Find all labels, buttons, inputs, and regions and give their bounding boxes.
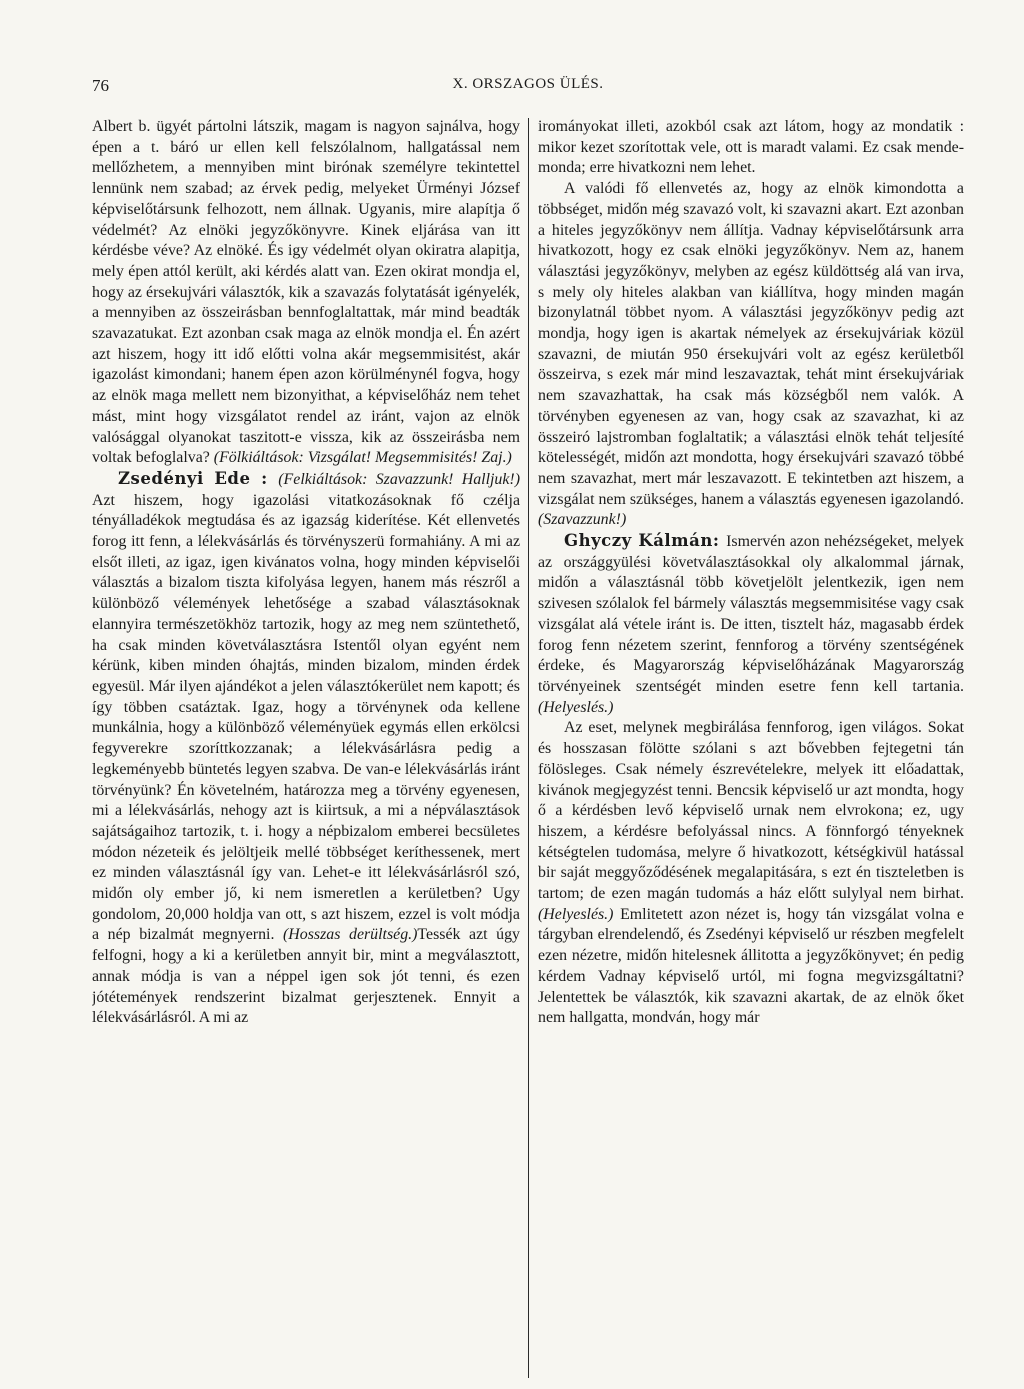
right-paragraph-4	[538, 718, 964, 1029]
left-text-2: Azt hiszem, hogy igazolási vitatkozásoknak fő czélja tényálladékok megtudása és az igazság kiderítése. Két ellenvetés forog itt fenn, a lélekvásárlás és törvényszerü formahiány. A mi az elsőt illeti, az igaz, igen kivánatos volna, hogy minden képviselői választás a bizalom tiszta kifolyása legyen, hanem más részről a különböző vélemények lehetősége a szabad választásoknak elannyira természetökhöz tartozik, hogy az meg nem szüntethető, ha csak minden követválasztásra Istentől olyan egyént nem kérünk, kiben minden óhajtás, minden bizalom, minden érdek egyesül. Már ilyen ajándékot a jelen választókerület nem kapott; és így többen csatáztak. Igaz, hogy a törvénynek oda kellene munkálnia, hogy a különböző véleményüek egymás ellen erkölcsi fegyverekre szoríttkozzanak; a lélekvásárlásra pedig a legkeményebb büntetés legyen szabva. De van-e lélekvásárlás iránt törvényünk? Én követelném, határozza meg a törvény egyenesen, mi a lélekvásárlás, nehogy azt is kiirtsuk, a mi a népválasztások sajátságaihoz tartozik, t. i. hogy a népbizalom emberei becsületes módon nézeteik és jelöltjeik mellé többséget keríthessenek, mert ez minden választásnál így van. Lehet-e itt lélekvásárlásról szó, midőn oly ember jő, ki nem ismeretlen a kerületben? Ugy gondolom, 20,000 holdja van ott, s azt hiszem, ezzel is volt módja a nép bizalmát megnyerni.	[92, 491, 520, 944]
right-paragraph-3	[538, 531, 964, 718]
left-interjection-2: (Felkiáltások: Szavazzunk! Halljuk!)	[278, 470, 520, 488]
left-text-3: Tessék azt úgy felfogni, hogy a ki a kerületben annyit bir, mint a megválasztott, annak módja is van a néppel igen sok jót tenni, és ezen jótétemények rendszerint bizalmat gerjesztenek. Ennyit a lélekvásárlásról. A mi az	[92, 926, 520, 1027]
right-text-4: Az eset, melynek megbirálása fennforog, igen világos. Sokat és hosszasan fölötte szólani s azt bővebben fejtegetni tán fölösleges. Csak némely észrevételekre, melyek itt előadattak, kivánok megjegyzést tenni. Bencsik képviselő ur azt mondta, hogy ő a kérdésben levő képviselő urnak nem elvrokona; ez, ugy hiszem, a kérdésre befolyással nincs. A fönnforgó tényeknek kétségtelen tudomása, melyre ő hivatkozott, kétségkivül hatással bir saját meggyőződésének megalapitására, s ezt én tiszteletben is tartom; de ezen magán tudomás a ház előtt sulylyal nem birhat.	[538, 719, 964, 903]
right-paragraph-1	[538, 117, 964, 179]
right-text-5: Emlitetett azon nézet is, hogy tán vizsgálat volna e tárgyban elrendelendő, és Zsedényi képviselő ur részben megfelelt ezen nézetre, midőn hitelesnek állitotta a jegyzőkönyvet; én pedig kérdem Vadnay képviselő urtól, mi fogna megvizsgáltatni? Jelentettek be választók, kik szavazni akartak, de az elnök őket nem hallgatta, mondván, hogy már	[538, 905, 964, 1027]
left-column	[92, 117, 520, 1377]
speaker-name-zsedenyi: Zsedényi Ede	[118, 468, 251, 488]
left-paragraph-1	[92, 117, 520, 469]
page-number: 76	[92, 76, 109, 95]
speaker-colon: :	[712, 531, 727, 551]
right-text-1: irományokat illeti, azokból csak azt látom, hogy az mondatik : mikor kezet szorítottak vele, ott is maradt valami. Ez csak mende-monda; erre hivatkozni nem lehet.	[538, 118, 964, 177]
column-divider	[528, 118, 529, 1378]
left-paragraph-2	[92, 469, 520, 1029]
page-header	[92, 76, 964, 100]
right-interjection-3: (Helyeslés.)	[538, 905, 614, 923]
running-head: X. ORSZAGOS ÜLÉS.	[452, 76, 604, 92]
right-paragraph-2	[538, 179, 964, 531]
speaker-name-ghyczy: Ghyczy Kálmán	[564, 531, 713, 551]
left-text-1: Albert b. ügyét pártolni látszik, magam is nagyon sajnálva, hogy épen a t. báró ur ellen kell felszólalnom, hallgatással nem mellőzhetem, a mennyiben mint birónak személyre tekintettel lennünk nem szabad; az érvek pedig, melyeket Ürményi József képviselőtársunk felhozott, nem állnak. Ugyanis, mire alapítja ő védelmét? Az elnöki jegyzőkönyvre. Kinek eljárása van itt kérdésbe véve? Az elnöké. És igy védelmét olyan okiratra alapitja, mely épen attól került, aki kérdés alatt van. Ezen okirat mondja el, hogy az érsekujvári választók, kik a szavazás folytatását igényelék, a mennyiben az összeirásban bennfoglaltattak, már mind beadták szavazatukat. Ezt azonban csak maga az elnök mondja el. Én azért azt hiszem, hogy itt idő előtti volna akár megsemmisitést, akár igazolást kimondani; hanem épen azon körülménynél fogva, hogy az elnök maga mellett nem bizonyithat, a képviselőház nem tehet mást, mint hogy vizsgálatot rendel az iránt, vajon az elnök valósággal olyanokat taszitott-e vissza, kik az összeirásba nem voltak befoglalva?	[92, 118, 520, 467]
left-interjection-1: (Fölkiáltások: Vizsgálat! Megsemmisités! Zaj.)	[213, 449, 512, 467]
left-interjection-3: (Hosszas derültség.)	[283, 926, 418, 944]
speaker-colon: :	[250, 468, 279, 488]
right-interjection-2: (Helyeslés.)	[538, 698, 614, 716]
right-interjection-1: (Szavazzunk!)	[538, 511, 627, 529]
right-column	[538, 117, 964, 1377]
right-text-2: A valódi fő ellenvetés az, hogy az elnök kimondotta a többséget, midőn még szavazó volt, ki szavazni akart. Ezt azonban a hiteles jegyzőkönyv nem állítja. Vadnay képviselőtársunk arra hivatkozott, hogy ez csak elnöki jegyzőkönyv. Nem az, hanem választási jegyzőkönyv, melyben az egész küldöttség alá van irva, s mely oly hiteles alakban van kiállítva, hogy minden magán bizonylatnál többet nyom. A választási jegyzőkönyv pedig azt mondja, hogy igen is akartak némelyek az érsekujváriak közül szavazni, de miután 950 érsekujvári volt az egész kerületből összeirva, s ezek már mind leszavaztak, tehát mint érsekujváriak nem szavazhattak, ha csak más községből nem valók. A törvényben egyenesen az van, hogy csak az szavazhat, ki az összeiró lajstromban foglaltatik; a választási elnök tehát teljesíté kötelességét, midőn azt mondotta, hogy érsekujvári szavazó többé nem szavazhat, mert már leszavazott. E tekintetben azt hiszem, a vizsgálat nem szükséges, hanem a választás egyenesen igazolandó.	[538, 180, 964, 508]
right-text-3: Ismervén azon nehézségeket, melyek az országgyülési követválasztásokkal oly alkalommal járnak, midőn a választásnál több követjelölt jelentkezik, igen nem szivesen szólalok fel bármely választás megsemmisitése vagy csak vizsgálat alá vétele iránt is. De itten, tisztelt ház, magasabb érdek forog fenn nézetem szerint, fennforog a törvény szentségének érdeke, és Magyarország képviselőházának Magyarország törvényeinek szentségét minden esetre fenn kell tartania.	[538, 533, 964, 695]
